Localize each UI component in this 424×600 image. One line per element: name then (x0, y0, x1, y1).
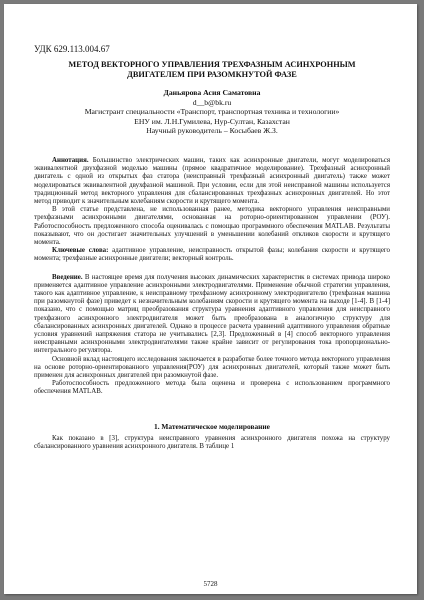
abstract-paragraph (34, 157, 390, 206)
intro-paragraph-2: Основной вклад настоящего исследования заключается в разработке более точного метода векторного управления на основе роторно-ориентированного управления(РОУ) для асинхронных двигателей, который также может быть применен для асинхронных двигателей при разомкнутой фазе. (34, 355, 390, 380)
keywords-label: Ключевые слова: (52, 247, 109, 255)
document-page (4, 4, 417, 594)
article-body (34, 157, 390, 451)
paper-title-line-1: МЕТОД ВЕКТОРНОГО УПРАВЛЕНИЯ ТРЕХФАЗНЫМ АСИНХРОННЫМ (68, 60, 356, 69)
keywords-paragraph (34, 247, 390, 263)
abstract-label: Аннотация. (52, 157, 89, 164)
author-position: Магистрант специальности «Транспорт, транспортная техника и технологии» (84, 107, 340, 117)
paper-title (34, 60, 390, 80)
abstract-text: Большинство электрических машин, таких как асинхронные двигатели, могут моделироваться эквивалентной двухфазной моделью машины (прямое квадратичное моделирование). Трехфазный асинхронный двигатель с одной из открытых фаз статора (неисправный трехфазный асинхронный двигатель) также может моделироваться эквивалентной двухфазной машиной. При условии, если для этой неисправной машины используется традиционный метод векторного управления для сбалансированных трехфазных асинхронных двигателей. Но этот метод приводит к значительным колебаниям скорости и крутящего момента. (34, 157, 390, 206)
section-1-title: 1. Математическое моделирование (154, 421, 270, 431)
intro-paragraph-1 (34, 274, 390, 356)
page-number: 5728 (203, 580, 218, 588)
abstract-paragraph-2: В этой статье представлена, не использованная ранее, методика векторного управления неисправными трехфазными асинхронными двигателями, основанная на роторно-ориентированном управлении (РОУ). Работоспособность предложенного способа оценивалась с помощью программного обеспечения MATLAB. Результаты показывают, что он достигает значительных улучшений в уменьшении колебаний откликов скорости и крутящего момента. (34, 206, 390, 247)
author-email: d__b@bk.ru (192, 97, 232, 107)
keywords-text: адаптивное управление, неисправность открытой фазы; колебания скорости и крутящего момента; трехфазные асинхронные двигатели; векторный контроль. (34, 247, 390, 263)
udk-code: УДК 629.113.004.67 (34, 44, 110, 54)
intro-paragraph-3: Работоспособность предложенного метода была оценена и проверена с использованием программного обеспечения MATLAB. (34, 380, 390, 396)
supervisor: Научный руководитель – Косыбаев Ж.З. (146, 126, 278, 136)
author-university: ЕНУ им. Л.Н.Гумилева, Нур-Султан, Казахстан (134, 116, 290, 126)
paper-title-line-2: ДВИГАТЕЛЕМ ПРИ РАЗОМКНУТОЙ ФАЗЕ (127, 70, 297, 79)
section-1-paragraph-1: Как показано в [3], структура неисправного уравнения асинхронного двигателя похожа на структуру сбалансированного уравнения асинхронного двигателя. В таблице 1 (34, 434, 390, 451)
author-name: Даньярова Асия Саматовна (163, 88, 261, 97)
author-block (34, 88, 390, 136)
intro-text: В настоящее время для получения высоких динамических характеристик в системах привода широко применяется адаптивное управление асинхронными электродвигателями. Применение обычной стратегии управления, такого как адаптивное управление, к неисправному трехфазному асинхронному электродвигателю (трехфазная машина при разомкнутой фазе) приведет к незначительным колебаниям скорости и крутящего момента на выходе [1-4]. В [1-4] показано, что с помощью матриц преобразования структура уравнения адаптивного управления для неисправного трехфазного асинхронного электродвигателя может быть преобразована в аналогичную структуру для сбалансированных асинхронных двигателей. Однако в процессе расчета уравнений адаптивного управления обратные условия уравнений напряжения статора не учитывались [2,3]. Предложенный в [4] способ векторного управления неисправными асинхронными электродвигателями также крайне зависит от регулирования тока пропорционально-интегрального регулятора. (34, 273, 390, 355)
intro-label: Введение. (52, 273, 83, 281)
